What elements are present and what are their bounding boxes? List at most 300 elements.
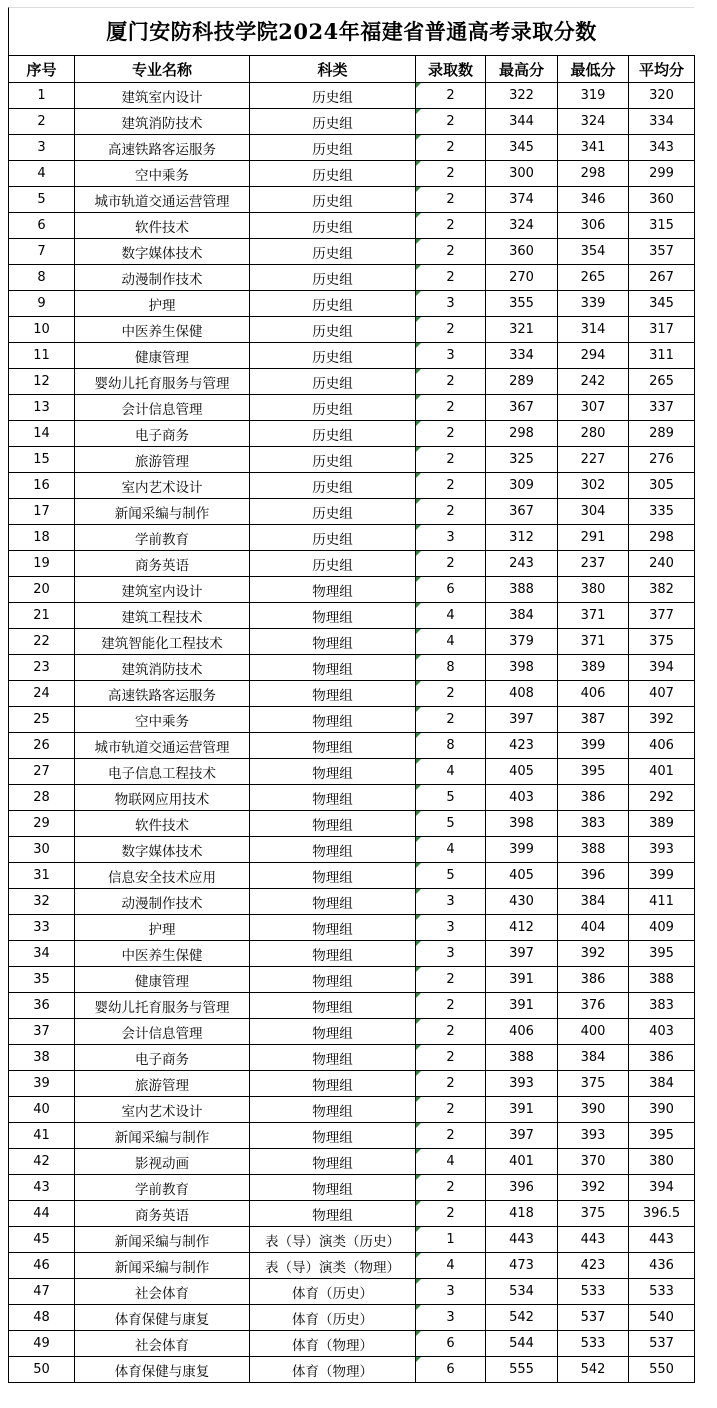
cell-major: 新闻采编与制作	[75, 1123, 250, 1149]
cell-index: 7	[9, 239, 75, 265]
header-avg-score: 平均分	[629, 56, 695, 83]
cell-major: 软件技术	[75, 213, 250, 239]
cell-admitted: 2	[416, 1019, 486, 1045]
cell-max-score: 324	[486, 213, 558, 239]
cell-index: 39	[9, 1071, 75, 1097]
cell-category: 物理组	[250, 1123, 416, 1149]
header-min-score: 最低分	[558, 56, 629, 83]
cell-admitted: 3	[416, 525, 486, 551]
table-row	[9, 369, 695, 395]
cell-avg-score: 382	[629, 577, 695, 603]
cell-avg-score: 386	[629, 1045, 695, 1071]
cell-admitted: 2	[416, 421, 486, 447]
cell-min-score: 314	[558, 317, 629, 343]
header-category: 科类	[250, 56, 416, 83]
cell-max-score: 321	[486, 317, 558, 343]
cell-min-score: 339	[558, 291, 629, 317]
cell-admitted: 3	[416, 343, 486, 369]
cell-avg-score: 343	[629, 135, 695, 161]
cell-min-score: 542	[558, 1357, 629, 1383]
cell-avg-score: 335	[629, 499, 695, 525]
cell-avg-score: 299	[629, 161, 695, 187]
cell-min-score: 324	[558, 109, 629, 135]
cell-index: 5	[9, 187, 75, 213]
cell-max-score: 405	[486, 759, 558, 785]
table-row	[9, 863, 695, 889]
cell-major: 商务英语	[75, 1201, 250, 1227]
table-row	[9, 473, 695, 499]
cell-avg-score: 311	[629, 343, 695, 369]
cell-index: 15	[9, 447, 75, 473]
cell-category: 物理组	[250, 733, 416, 759]
cell-admitted: 4	[416, 759, 486, 785]
cell-index: 1	[9, 83, 75, 109]
cell-major: 物联网应用技术	[75, 785, 250, 811]
cell-category: 历史组	[250, 109, 416, 135]
table-row	[9, 1175, 695, 1201]
cell-category: 表（导）演类（历史）	[250, 1227, 416, 1253]
cell-avg-score: 267	[629, 265, 695, 291]
cell-min-score: 443	[558, 1227, 629, 1253]
cell-min-score: 375	[558, 1201, 629, 1227]
score-sheet	[8, 7, 694, 1383]
cell-min-score: 399	[558, 733, 629, 759]
cell-max-score: 322	[486, 83, 558, 109]
cell-major: 电子信息工程技术	[75, 759, 250, 785]
cell-index: 30	[9, 837, 75, 863]
cell-category: 物理组	[250, 837, 416, 863]
cell-avg-score: 537	[629, 1331, 695, 1357]
cell-category: 物理组	[250, 1071, 416, 1097]
cell-category: 物理组	[250, 1097, 416, 1123]
cell-category: 物理组	[250, 993, 416, 1019]
cell-max-score: 300	[486, 161, 558, 187]
header-index: 序号	[9, 56, 75, 83]
cell-max-score: 443	[486, 1227, 558, 1253]
cell-avg-score: 377	[629, 603, 695, 629]
cell-max-score: 367	[486, 395, 558, 421]
cell-category: 物理组	[250, 967, 416, 993]
cell-major: 室内艺术设计	[75, 1097, 250, 1123]
cell-index: 24	[9, 681, 75, 707]
cell-index: 9	[9, 291, 75, 317]
table-row	[9, 967, 695, 993]
cell-avg-score: 394	[629, 655, 695, 681]
cell-avg-score: 533	[629, 1279, 695, 1305]
cell-avg-score: 390	[629, 1097, 695, 1123]
cell-avg-score: 337	[629, 395, 695, 421]
cell-avg-score: 289	[629, 421, 695, 447]
cell-category: 物理组	[250, 863, 416, 889]
cell-index: 42	[9, 1149, 75, 1175]
cell-admitted: 6	[416, 577, 486, 603]
cell-major: 护理	[75, 915, 250, 941]
cell-max-score: 401	[486, 1149, 558, 1175]
table-row	[9, 421, 695, 447]
cell-max-score: 396	[486, 1175, 558, 1201]
cell-major: 婴幼儿托育服务与管理	[75, 369, 250, 395]
cell-index: 22	[9, 629, 75, 655]
table-row	[9, 551, 695, 577]
cell-max-score: 473	[486, 1253, 558, 1279]
cell-max-score: 355	[486, 291, 558, 317]
cell-major: 空中乘务	[75, 707, 250, 733]
cell-major: 高速铁路客运服务	[75, 681, 250, 707]
cell-max-score: 403	[486, 785, 558, 811]
table-row	[9, 265, 695, 291]
table-row	[9, 655, 695, 681]
cell-category: 物理组	[250, 681, 416, 707]
cell-category: 物理组	[250, 655, 416, 681]
cell-major: 新闻采编与制作	[75, 499, 250, 525]
cell-min-score: 370	[558, 1149, 629, 1175]
cell-admitted: 4	[416, 1253, 486, 1279]
cell-category: 历史组	[250, 447, 416, 473]
cell-max-score: 408	[486, 681, 558, 707]
cell-avg-score: 409	[629, 915, 695, 941]
cell-admitted: 2	[416, 1123, 486, 1149]
cell-max-score: 544	[486, 1331, 558, 1357]
cell-admitted: 2	[416, 967, 486, 993]
table-row	[9, 1331, 695, 1357]
table-row	[9, 187, 695, 213]
cell-index: 19	[9, 551, 75, 577]
cell-index: 45	[9, 1227, 75, 1253]
table-row	[9, 785, 695, 811]
table-row	[9, 1149, 695, 1175]
cell-index: 23	[9, 655, 75, 681]
cell-min-score: 341	[558, 135, 629, 161]
cell-max-score: 391	[486, 1097, 558, 1123]
cell-avg-score: 395	[629, 1123, 695, 1149]
header-admitted: 录取数	[416, 56, 486, 83]
cell-index: 20	[9, 577, 75, 603]
cell-min-score: 533	[558, 1331, 629, 1357]
table-row	[9, 733, 695, 759]
cell-category: 物理组	[250, 1201, 416, 1227]
cell-index: 21	[9, 603, 75, 629]
cell-major: 建筑工程技术	[75, 603, 250, 629]
cell-min-score: 383	[558, 811, 629, 837]
cell-max-score: 534	[486, 1279, 558, 1305]
cell-max-score: 325	[486, 447, 558, 473]
cell-category: 历史组	[250, 551, 416, 577]
cell-index: 50	[9, 1357, 75, 1383]
cell-category: 物理组	[250, 577, 416, 603]
cell-max-score: 367	[486, 499, 558, 525]
cell-major: 动漫制作技术	[75, 265, 250, 291]
cell-max-score: 360	[486, 239, 558, 265]
cell-admitted: 2	[416, 135, 486, 161]
cell-avg-score: 276	[629, 447, 695, 473]
cell-max-score: 384	[486, 603, 558, 629]
cell-max-score: 243	[486, 551, 558, 577]
table-row	[9, 707, 695, 733]
cell-max-score: 430	[486, 889, 558, 915]
cell-category: 物理组	[250, 707, 416, 733]
cell-max-score: 555	[486, 1357, 558, 1383]
cell-category: 历史组	[250, 265, 416, 291]
cell-index: 11	[9, 343, 75, 369]
cell-major: 社会体育	[75, 1331, 250, 1357]
cell-avg-score: 401	[629, 759, 695, 785]
cell-index: 38	[9, 1045, 75, 1071]
cell-major: 高速铁路客运服务	[75, 135, 250, 161]
cell-avg-score: 394	[629, 1175, 695, 1201]
header-row	[9, 56, 695, 83]
cell-major: 建筑室内设计	[75, 83, 250, 109]
table-row	[9, 1305, 695, 1331]
cell-index: 37	[9, 1019, 75, 1045]
cell-admitted: 3	[416, 291, 486, 317]
cell-avg-score: 384	[629, 1071, 695, 1097]
cell-max-score: 344	[486, 109, 558, 135]
cell-admitted: 4	[416, 603, 486, 629]
cell-category: 物理组	[250, 1175, 416, 1201]
header-max-score: 最高分	[486, 56, 558, 83]
cell-index: 47	[9, 1279, 75, 1305]
cell-category: 历史组	[250, 421, 416, 447]
cell-major: 城市轨道交通运营管理	[75, 733, 250, 759]
cell-index: 4	[9, 161, 75, 187]
cell-admitted: 2	[416, 187, 486, 213]
cell-admitted: 5	[416, 811, 486, 837]
cell-avg-score: 360	[629, 187, 695, 213]
cell-max-score: 397	[486, 1123, 558, 1149]
cell-min-score: 537	[558, 1305, 629, 1331]
cell-major: 健康管理	[75, 343, 250, 369]
cell-admitted: 2	[416, 1071, 486, 1097]
table-row	[9, 1019, 695, 1045]
cell-avg-score: 407	[629, 681, 695, 707]
cell-major: 护理	[75, 291, 250, 317]
cell-admitted: 3	[416, 1279, 486, 1305]
cell-min-score: 294	[558, 343, 629, 369]
cell-avg-score: 540	[629, 1305, 695, 1331]
cell-major: 婴幼儿托育服务与管理	[75, 993, 250, 1019]
cell-admitted: 6	[416, 1331, 486, 1357]
cell-admitted: 2	[416, 239, 486, 265]
cell-min-score: 291	[558, 525, 629, 551]
cell-major: 中医养生保健	[75, 941, 250, 967]
cell-index: 40	[9, 1097, 75, 1123]
table-row	[9, 343, 695, 369]
cell-min-score: 406	[558, 681, 629, 707]
cell-max-score: 423	[486, 733, 558, 759]
cell-max-score: 334	[486, 343, 558, 369]
cell-min-score: 392	[558, 941, 629, 967]
cell-avg-score: 292	[629, 785, 695, 811]
cell-max-score: 399	[486, 837, 558, 863]
cell-index: 6	[9, 213, 75, 239]
cell-index: 31	[9, 863, 75, 889]
cell-min-score: 388	[558, 837, 629, 863]
cell-avg-score: 334	[629, 109, 695, 135]
cell-admitted: 8	[416, 655, 486, 681]
cell-major: 学前教育	[75, 525, 250, 551]
cell-admitted: 3	[416, 941, 486, 967]
cell-min-score: 227	[558, 447, 629, 473]
cell-avg-score: 320	[629, 83, 695, 109]
cell-major: 旅游管理	[75, 1071, 250, 1097]
cell-min-score: 298	[558, 161, 629, 187]
cell-admitted: 3	[416, 915, 486, 941]
cell-category: 体育（物理）	[250, 1331, 416, 1357]
cell-index: 48	[9, 1305, 75, 1331]
cell-admitted: 2	[416, 1045, 486, 1071]
cell-max-score: 312	[486, 525, 558, 551]
table-row	[9, 499, 695, 525]
cell-admitted: 2	[416, 83, 486, 109]
table-body	[9, 83, 695, 1383]
cell-avg-score: 399	[629, 863, 695, 889]
cell-avg-score: 393	[629, 837, 695, 863]
cell-major: 健康管理	[75, 967, 250, 993]
cell-avg-score: 375	[629, 629, 695, 655]
cell-max-score: 405	[486, 863, 558, 889]
cell-category: 物理组	[250, 603, 416, 629]
cell-major: 电子商务	[75, 1045, 250, 1071]
cell-admitted: 2	[416, 395, 486, 421]
cell-category: 历史组	[250, 369, 416, 395]
cell-index: 16	[9, 473, 75, 499]
cell-index: 2	[9, 109, 75, 135]
table-row	[9, 395, 695, 421]
cell-index: 43	[9, 1175, 75, 1201]
table-row	[9, 1279, 695, 1305]
cell-category: 物理组	[250, 1019, 416, 1045]
cell-avg-score: 411	[629, 889, 695, 915]
cell-category: 历史组	[250, 317, 416, 343]
cell-min-score: 265	[558, 265, 629, 291]
cell-avg-score: 317	[629, 317, 695, 343]
cell-min-score: 307	[558, 395, 629, 421]
cell-index: 44	[9, 1201, 75, 1227]
cell-max-score: 298	[486, 421, 558, 447]
cell-min-score: 346	[558, 187, 629, 213]
table-row	[9, 161, 695, 187]
cell-min-score: 371	[558, 603, 629, 629]
cell-index: 13	[9, 395, 75, 421]
cell-avg-score: 436	[629, 1253, 695, 1279]
cell-admitted: 2	[416, 213, 486, 239]
cell-major: 数字媒体技术	[75, 837, 250, 863]
cell-category: 历史组	[250, 161, 416, 187]
cell-min-score: 280	[558, 421, 629, 447]
cell-max-score: 398	[486, 811, 558, 837]
cell-category: 体育（历史）	[250, 1279, 416, 1305]
cell-category: 物理组	[250, 1149, 416, 1175]
table-row	[9, 1097, 695, 1123]
cell-avg-score: 395	[629, 941, 695, 967]
cell-admitted: 4	[416, 1149, 486, 1175]
cell-category: 历史组	[250, 239, 416, 265]
cell-max-score: 397	[486, 941, 558, 967]
cell-min-score: 376	[558, 993, 629, 1019]
table-row	[9, 135, 695, 161]
cell-min-score: 392	[558, 1175, 629, 1201]
cell-min-score: 237	[558, 551, 629, 577]
cell-min-score: 393	[558, 1123, 629, 1149]
cell-min-score: 306	[558, 213, 629, 239]
cell-admitted: 1	[416, 1227, 486, 1253]
cell-min-score: 319	[558, 83, 629, 109]
cell-min-score: 386	[558, 785, 629, 811]
cell-category: 历史组	[250, 525, 416, 551]
cell-index: 8	[9, 265, 75, 291]
cell-index: 46	[9, 1253, 75, 1279]
cell-category: 历史组	[250, 343, 416, 369]
cell-avg-score: 403	[629, 1019, 695, 1045]
cell-index: 17	[9, 499, 75, 525]
cell-major: 建筑室内设计	[75, 577, 250, 603]
cell-max-score: 398	[486, 655, 558, 681]
cell-major: 室内艺术设计	[75, 473, 250, 499]
cell-index: 41	[9, 1123, 75, 1149]
cell-admitted: 2	[416, 1175, 486, 1201]
cell-admitted: 2	[416, 1097, 486, 1123]
cell-min-score: 354	[558, 239, 629, 265]
cell-min-score: 390	[558, 1097, 629, 1123]
cell-major: 商务英语	[75, 551, 250, 577]
table-row	[9, 1357, 695, 1383]
table-row	[9, 759, 695, 785]
cell-admitted: 2	[416, 551, 486, 577]
cell-major: 新闻采编与制作	[75, 1253, 250, 1279]
cell-max-score: 397	[486, 707, 558, 733]
cell-major: 建筑智能化工程技术	[75, 629, 250, 655]
cell-major: 城市轨道交通运营管理	[75, 187, 250, 213]
table-row	[9, 837, 695, 863]
cell-admitted: 4	[416, 837, 486, 863]
cell-avg-score: 357	[629, 239, 695, 265]
table-row	[9, 1227, 695, 1253]
table-row	[9, 915, 695, 941]
cell-min-score: 384	[558, 889, 629, 915]
cell-min-score: 389	[558, 655, 629, 681]
table-row	[9, 525, 695, 551]
cell-category: 历史组	[250, 499, 416, 525]
cell-category: 历史组	[250, 395, 416, 421]
cell-max-score: 379	[486, 629, 558, 655]
cell-max-score: 391	[486, 967, 558, 993]
cell-max-score: 393	[486, 1071, 558, 1097]
cell-admitted: 3	[416, 889, 486, 915]
cell-admitted: 2	[416, 473, 486, 499]
cell-category: 历史组	[250, 135, 416, 161]
table-row	[9, 1123, 695, 1149]
cell-min-score: 396	[558, 863, 629, 889]
cell-min-score: 423	[558, 1253, 629, 1279]
cell-admitted: 2	[416, 447, 486, 473]
cell-min-score: 304	[558, 499, 629, 525]
table-row	[9, 681, 695, 707]
cell-index: 12	[9, 369, 75, 395]
cell-category: 表（导）演类（物理）	[250, 1253, 416, 1279]
cell-major: 新闻采编与制作	[75, 1227, 250, 1253]
cell-avg-score: 550	[629, 1357, 695, 1383]
table-row	[9, 1253, 695, 1279]
cell-category: 历史组	[250, 473, 416, 499]
cell-index: 49	[9, 1331, 75, 1357]
cell-major: 信息安全技术应用	[75, 863, 250, 889]
cell-avg-score: 380	[629, 1149, 695, 1175]
cell-index: 18	[9, 525, 75, 551]
cell-category: 物理组	[250, 811, 416, 837]
cell-major: 建筑消防技术	[75, 109, 250, 135]
cell-major: 电子商务	[75, 421, 250, 447]
cell-category: 体育（物理）	[250, 1357, 416, 1383]
